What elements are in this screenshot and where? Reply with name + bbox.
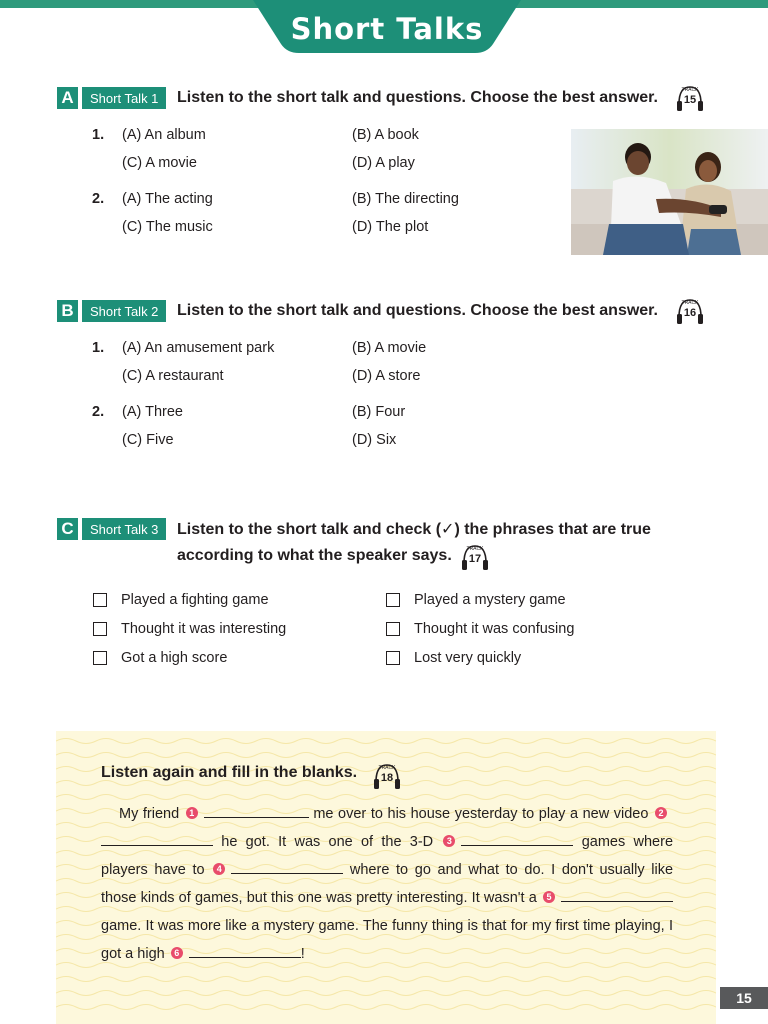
headphones-track-icon[interactable]: TRACK 18 [372, 762, 402, 790]
blank-1[interactable] [204, 804, 309, 818]
blank-2[interactable] [101, 832, 213, 846]
section-c-instruction: Listen to the short talk and check (✓) the phrases that are true [177, 521, 651, 538]
phrase-label: Played a mystery game [414, 592, 566, 608]
option[interactable]: (A) Three [122, 404, 183, 420]
question-number: 2. [92, 404, 105, 420]
section-a-header [57, 87, 166, 109]
checkbox[interactable] [93, 622, 107, 636]
fill-paragraph: My friend 1 me over to his house yesterday to play a new video 2 he got. It was one of the 3-D 3 games where players have to 4 where to go and what to do. I don't usually like those kinds of games, but this one was pretty interesting. It wasn't a 5 game. It was more like a mystery game. The funny thing is that for my first time playing, I got a high 6 ! [101, 806, 674, 962]
option[interactable]: (D) Six [352, 432, 397, 448]
option[interactable]: (A) The acting [122, 191, 213, 207]
option[interactable]: (A) An album [122, 127, 206, 143]
phrase-checkbox-row[interactable] [386, 650, 521, 666]
section-tag: Short Talk 2 [80, 300, 166, 322]
question-number: 1. [92, 127, 105, 143]
fill-title: Listen again and fill in the blanks. [101, 764, 358, 781]
blank-3[interactable] [461, 832, 573, 846]
photo-gamers [571, 129, 768, 255]
blank-6[interactable] [189, 944, 301, 958]
checkbox[interactable] [386, 622, 400, 636]
section-letter: B [57, 300, 78, 322]
blank-marker: 1 [186, 807, 198, 819]
option[interactable]: (D) A store [352, 368, 421, 384]
section-letter: A [57, 87, 78, 109]
question-number: 2. [92, 191, 105, 207]
blank-marker: 2 [655, 807, 667, 819]
page-number: 15 [720, 987, 768, 1009]
checkbox[interactable] [93, 593, 107, 607]
blank-marker: 4 [213, 863, 225, 875]
section-letter: C [57, 518, 78, 540]
checkbox[interactable] [386, 651, 400, 665]
phrase-checkbox-row[interactable] [93, 592, 269, 608]
phrase-label: Lost very quickly [414, 650, 522, 666]
option[interactable]: (B) A movie [352, 340, 427, 356]
option[interactable]: (D) The plot [352, 219, 429, 235]
blank-4[interactable] [231, 860, 343, 874]
phrase-label: Got a high score [121, 650, 228, 666]
blank-5[interactable] [561, 888, 673, 902]
title-tab [253, 0, 521, 53]
phrase-checkbox-row[interactable] [93, 650, 227, 666]
phrase-label: Played a fighting game [121, 592, 269, 608]
section-tag: Short Talk 1 [80, 87, 166, 109]
option[interactable]: (C) The music [122, 219, 213, 235]
option[interactable]: (C) A restaurant [122, 368, 224, 384]
question-number: 1. [92, 340, 105, 356]
option[interactable]: (C) A movie [122, 155, 197, 171]
section-tag: Short Talk 3 [80, 518, 166, 540]
headphones-track-icon[interactable]: TRACK 17 [460, 543, 490, 571]
phrase-label: Thought it was interesting [121, 621, 287, 637]
headphones-track-icon[interactable]: TRACK 16 [675, 297, 705, 325]
option[interactable]: (C) Five [122, 432, 174, 448]
blank-marker: 3 [443, 835, 455, 847]
section-c-instruction-cont: according to what the speaker says. [177, 547, 452, 564]
phrase-checkbox-row[interactable] [386, 592, 566, 608]
section-a-instruction: Listen to the short talk and questions. Choose the best answer. [177, 89, 658, 106]
blank-marker: 6 [171, 947, 183, 959]
checkbox[interactable] [386, 593, 400, 607]
phrase-checkbox-row[interactable] [93, 621, 286, 637]
page-title: Short Talks [290, 12, 484, 46]
checkbox[interactable] [93, 651, 107, 665]
section-b-header [57, 300, 166, 322]
option[interactable]: (B) A book [352, 127, 419, 143]
option[interactable]: (B) Four [352, 404, 406, 420]
option[interactable]: (D) A play [352, 155, 415, 171]
section-b-instruction: Listen to the short talk and questions. Choose the best answer. [177, 302, 658, 319]
blank-marker: 5 [543, 891, 555, 903]
option[interactable]: (A) An amusement park [122, 340, 275, 356]
phrase-label: Thought it was confusing [414, 621, 575, 637]
option[interactable]: (B) The directing [352, 191, 459, 207]
section-c-header [57, 518, 166, 540]
headphones-track-icon[interactable]: TRACK 15 [675, 84, 705, 112]
phrase-checkbox-row[interactable] [386, 621, 574, 637]
